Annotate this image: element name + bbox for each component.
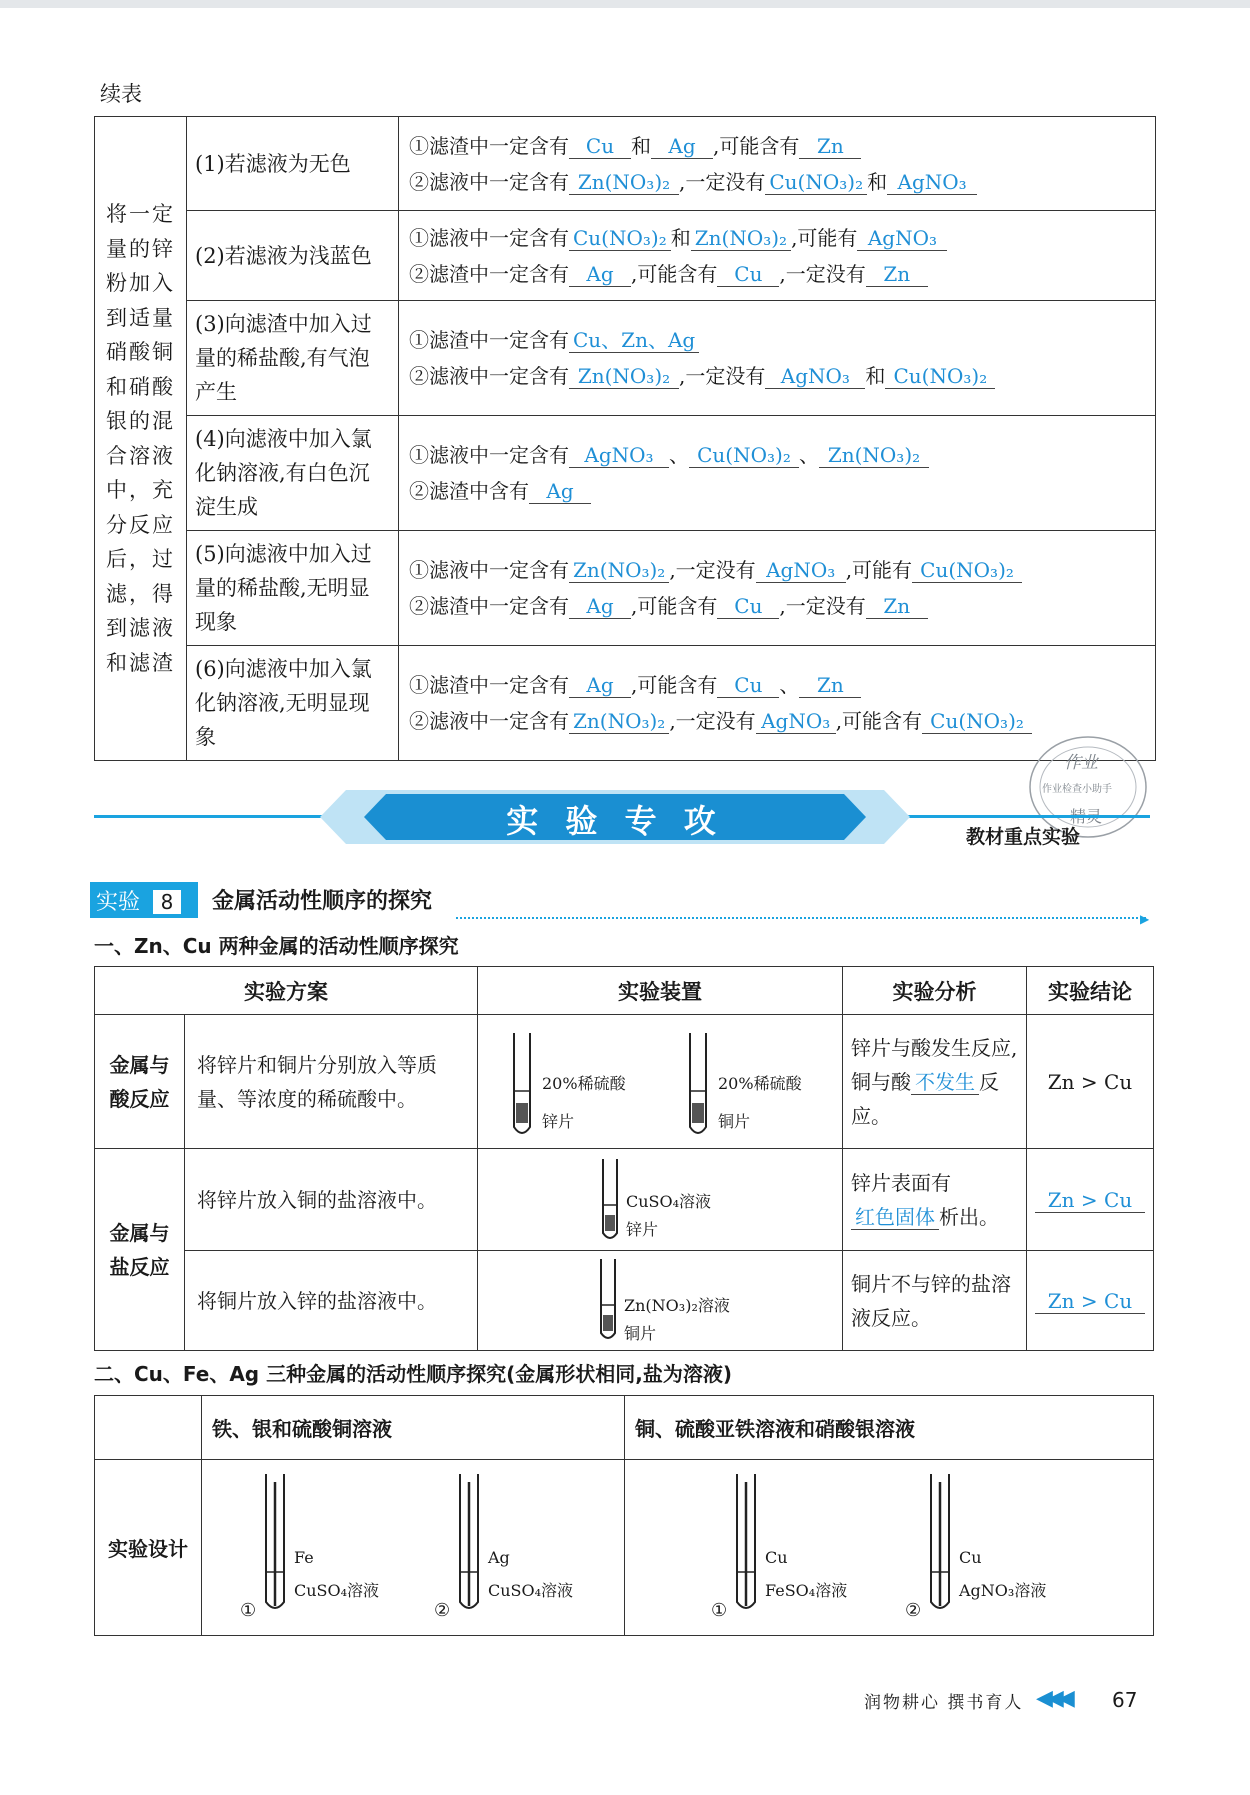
- banner-line-right: [906, 815, 1150, 818]
- tube-label: CuSO₄溶液: [626, 1191, 712, 1211]
- tube-label: 锌片: [542, 1111, 575, 1131]
- cu-fe-ag-table: [94, 1395, 1154, 1636]
- tube-label: AgNO₃溶液: [959, 1580, 1047, 1600]
- result-line: ②滤液中一定含有 Zn(NO₃)₂ ,一定没有 AgNO₃ 和 Cu(NO₃)₂: [409, 358, 1145, 394]
- row-header: 将一定量的锌粉加入到适量硝酸铜和硝酸银的混合溶液中，充分反应后，过滤，得到滤液和滤渣: [95, 117, 187, 761]
- result-line: ①滤液中一定含有 Zn(NO₃)₂ ,一定没有 AgNO₃ ,可能有 Cu(NO₃)₂: [409, 552, 1145, 588]
- tube-label: CuSO₄溶液: [294, 1580, 380, 1600]
- condition-cell: (2)若滤液为浅蓝色: [187, 211, 399, 301]
- design-cell: [625, 1460, 1154, 1636]
- tube-number: ①: [711, 1599, 728, 1621]
- group-label: 金属与盐反应: [95, 1149, 185, 1351]
- stamp-text-1: 作业: [1064, 753, 1098, 773]
- analysis-cell: 铜片不与锌的盐溶液反应。: [843, 1251, 1027, 1351]
- tube-label: 铜片: [718, 1111, 751, 1131]
- result-cell: [399, 416, 1156, 531]
- col-header: 铁、银和硫酸铜溶液: [202, 1396, 625, 1460]
- condition-cell: (3)向滤渣中加入过量的稀盐酸,有气泡产生: [187, 301, 399, 416]
- design-cell: [202, 1460, 625, 1636]
- tube-number: ①: [240, 1599, 257, 1621]
- test-tube-icon: [510, 1031, 534, 1141]
- table-row: [95, 1460, 1154, 1636]
- table-row: [95, 1251, 1154, 1351]
- result-cell: [399, 211, 1156, 301]
- conclusion-cell: Zn > Cu: [1027, 1251, 1154, 1351]
- page-number: 67: [1112, 1688, 1138, 1712]
- experiment-tag-label: 实验: [96, 890, 141, 915]
- tube-label: 锌片: [626, 1219, 659, 1239]
- result-line: ①滤渣中一定含有 Cu、Zn、Ag: [409, 322, 1145, 358]
- tube-number: ②: [434, 1599, 451, 1621]
- section1-heading: 一、Zn、Cu 两种金属的活动性顺序探究: [94, 934, 459, 958]
- tube-label: Cu: [959, 1547, 982, 1567]
- result-cell: [399, 301, 1156, 416]
- result-line: ②滤液中一定含有 Zn(NO₃)₂ ,一定没有 Cu(NO₃)₂ 和 AgNO₃: [409, 164, 1145, 200]
- plan-cell: 将锌片和铜片分别放入等质量、等浓度的稀硫酸中。: [185, 1015, 478, 1149]
- experiment-title: 金属活动性顺序的探究: [212, 889, 433, 914]
- arrow-icon: ▶: [1140, 912, 1150, 926]
- condition-cell: (5)向滤液中加入过量的稀盐酸,无明显现象: [187, 531, 399, 646]
- plan-cell: 将铜片放入锌的盐溶液中。: [185, 1251, 478, 1351]
- test-tube-icon: [733, 1472, 759, 1616]
- col-header-apparatus: 实验装置: [478, 967, 843, 1015]
- tube-label: 20%稀硫酸: [542, 1073, 626, 1093]
- test-tube-icon: [686, 1031, 710, 1141]
- zn-cu-table: [94, 966, 1154, 1351]
- table-row: [95, 1015, 1154, 1149]
- test-tube-icon: [262, 1472, 288, 1616]
- stamp-text-2: 作业检查小助手: [1042, 784, 1112, 795]
- table-row: [95, 646, 1156, 761]
- tube-label: 铜片: [624, 1323, 657, 1343]
- banner-title: 实 验 专 攻: [506, 802, 724, 840]
- analysis-cell: 锌片表面有红色固体 析出。: [843, 1149, 1027, 1251]
- group-label: 金属与酸反应: [95, 1015, 185, 1149]
- apparatus-cell: [478, 1149, 843, 1251]
- dotted-line: [456, 917, 1146, 919]
- result-line: ①滤渣中一定含有 Ag ,可能含有 Cu 、 Zn: [409, 667, 1145, 703]
- test-tube-icon: [456, 1472, 482, 1616]
- experiment-number: 8: [153, 890, 181, 914]
- result-line: ①滤渣中一定含有 Cu 和 Ag ,可能含有 Zn: [409, 128, 1145, 164]
- result-line: ②滤渣中一定含有 Ag ,可能含有 Cu ,一定没有 Zn: [409, 588, 1145, 624]
- tube-label: 20%稀硫酸: [718, 1073, 802, 1093]
- col-header-analysis: 实验分析: [843, 967, 1027, 1015]
- col-header: 铜、硫酸亚铁溶液和硝酸银溶液: [625, 1396, 1154, 1460]
- conclusion-cell: Zn > Cu: [1027, 1015, 1154, 1149]
- plan-cell: 将锌片放入铜的盐溶液中。: [185, 1149, 478, 1251]
- result-line: ②滤渣中含有 Ag: [409, 473, 1145, 509]
- result-line: ①滤液中一定含有 AgNO₃ 、 Cu(NO₃)₂ 、 Zn(NO₃)₂: [409, 437, 1145, 473]
- section2-heading: 二、Cu、Fe、Ag 三种金属的活动性顺序探究(金属形状相同,盐为溶液): [94, 1362, 732, 1386]
- corner-cell: [95, 1396, 202, 1460]
- result-cell: [399, 531, 1156, 646]
- header-row: [95, 1396, 1154, 1460]
- result-line: ②滤渣中一定含有 Ag ,可能含有 Cu ,一定没有 Zn: [409, 256, 1145, 292]
- banner-subtitle: 教材重点实验: [966, 826, 1081, 848]
- tube-label: Zn(NO₃)₂溶液: [624, 1295, 730, 1315]
- tube-label: FeSO₄溶液: [765, 1580, 848, 1600]
- table-row: [95, 301, 1156, 416]
- banner-line-left: [94, 815, 324, 818]
- filtration-table: [94, 116, 1156, 761]
- tube-number: ②: [905, 1599, 922, 1621]
- analysis-cell: 锌片与酸发生反应,铜与酸 不发生 反应。: [843, 1015, 1027, 1149]
- experiment-tag: [90, 882, 198, 918]
- table-row: [95, 416, 1156, 531]
- continued-label: 续表: [100, 82, 142, 106]
- result-cell: [399, 117, 1156, 211]
- condition-cell: (6)向滤液中加入氯化钠溶液,无明显现象: [187, 646, 399, 761]
- tube-label: CuSO₄溶液: [488, 1580, 574, 1600]
- table-row: [95, 1149, 1154, 1251]
- footer-motto: 润物耕心 撰书育人: [864, 1693, 1024, 1713]
- tube-label: Ag: [488, 1547, 510, 1567]
- table-row: [95, 117, 1156, 211]
- col-header-plan: 实验方案: [95, 967, 478, 1015]
- header-row: [95, 967, 1154, 1015]
- rewind-icon: ◀◀◀: [1036, 1686, 1069, 1711]
- table-row: [95, 211, 1156, 301]
- test-tube-icon: [598, 1257, 618, 1345]
- test-tube-icon: [600, 1157, 620, 1245]
- result-line: ①滤液中一定含有 Cu(NO₃)₂ 和 Zn(NO₃)₂ ,可能有 AgNO₃: [409, 220, 1145, 256]
- row-label: 实验设计: [95, 1460, 202, 1636]
- condition-cell: (4)向滤液中加入氯化钠溶液,有白色沉淀生成: [187, 416, 399, 531]
- apparatus-cell: [478, 1015, 843, 1149]
- result-line: ②滤液中一定含有 Zn(NO₃)₂ ,一定没有 AgNO₃ ,可能含有 Cu(NO₃)₂: [409, 703, 1145, 739]
- conclusion-cell: Zn > Cu: [1027, 1149, 1154, 1251]
- test-tube-icon: [927, 1472, 953, 1616]
- col-header-conclusion: 实验结论: [1027, 967, 1154, 1015]
- condition-cell: (1)若滤液为无色: [187, 117, 399, 211]
- tube-label: Cu: [765, 1547, 788, 1567]
- table-row: [95, 531, 1156, 646]
- apparatus-cell: [478, 1251, 843, 1351]
- top-strip: [0, 0, 1250, 8]
- tube-label: Fe: [294, 1547, 314, 1567]
